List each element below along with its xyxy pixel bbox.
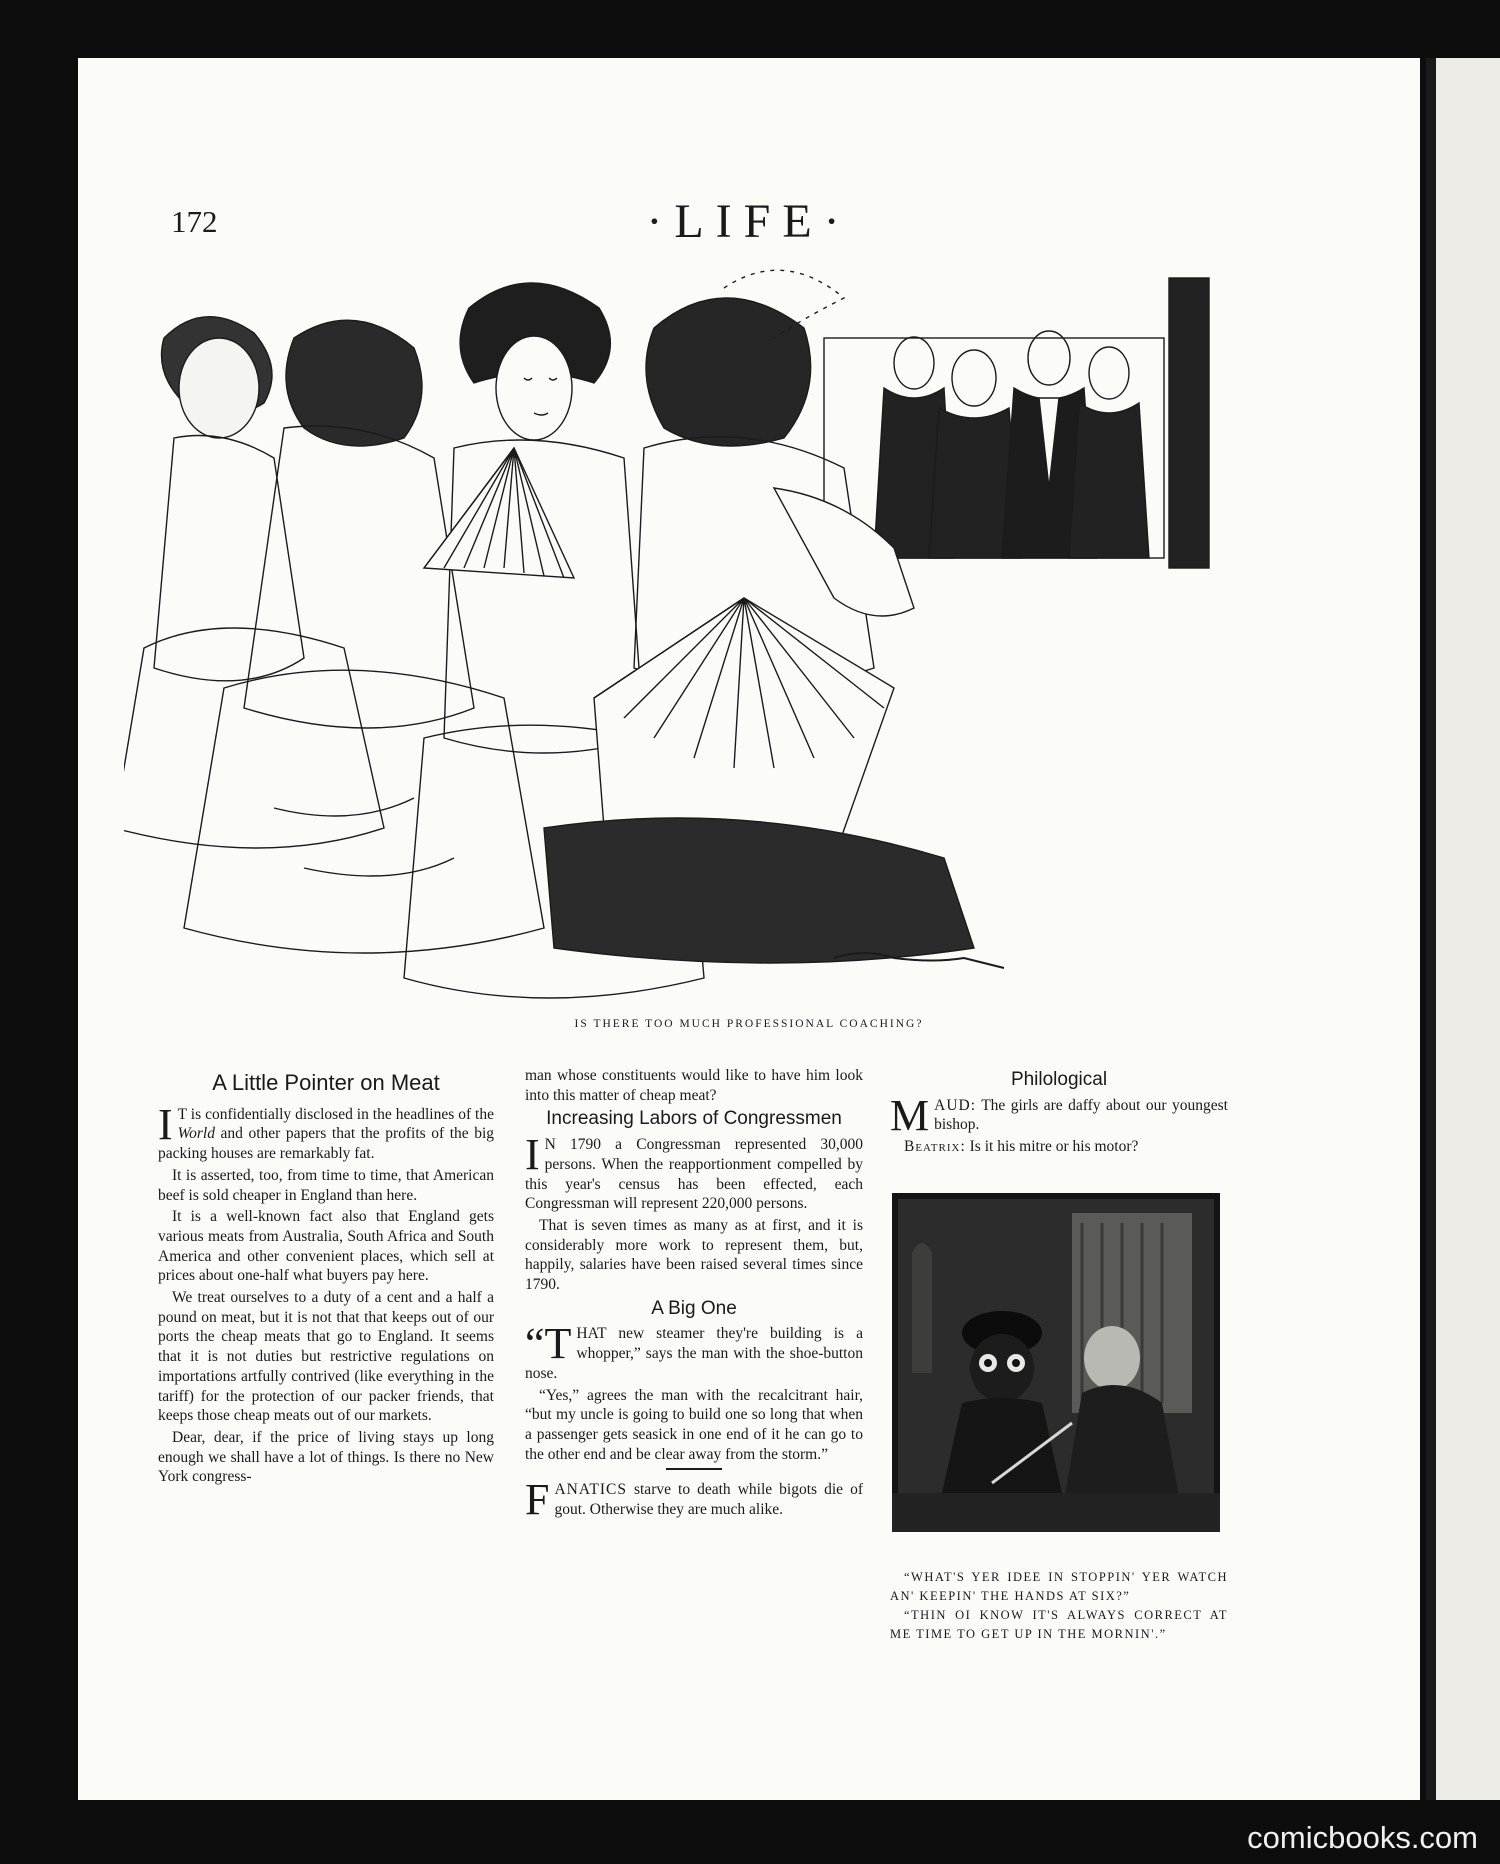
paragraph: FANATICS starve to death while bigots die of gout. Otherwise they are much alike. xyxy=(525,1475,863,1525)
paragraph: I T is confidentially disclosed in the headlines of the World and other papers that the profits of the big packing houses are remarkably fat. xyxy=(158,1099,494,1163)
article-title-meat: A Little Pointer on Meat xyxy=(212,1070,440,1095)
column-1 xyxy=(158,1070,494,1489)
paragraph: We treat ourselves to a duty of a cent and a half a pound on meat, but it is not that that keeps out of our ports the cheap meats that go to England. It seems that it is not duties but restrictive regulations on importations artfully contrived (like everything in the tariff) for the protection of our packer friends, that keeps those cheap meats out of our markets. xyxy=(158,1289,494,1425)
article-title-congressmen: Increasing Labors of Congressmen xyxy=(546,1108,842,1130)
paragraph: I N 1790 a Congressman represented 30,000 persons. When the reapportionment compelled by this year's census has been effected, each Congressman will represent 220,000 persons. xyxy=(525,1130,863,1213)
drop-cap: “T xyxy=(525,1319,572,1369)
article-title-philological: Philological xyxy=(1010,1069,1108,1090)
drop-cap: I xyxy=(525,1130,540,1180)
paragraph: It is asserted, too, from time to time, that American beef is sold cheaper in England than here. xyxy=(158,1166,494,1204)
photo-man-with-dummy xyxy=(892,1193,1220,1532)
drop-cap: M xyxy=(890,1090,930,1140)
illustration-caption: IS THERE TOO MUCH PROFESSIONAL COACHING? xyxy=(574,1018,924,1030)
caption-line: “WHAT'S YER IDEE IN STOPPIN' YER WATCH AN' KEEPIN' THE HANDS AT SIX?” xyxy=(890,1569,1228,1603)
drawing-women-with-fans xyxy=(124,268,1224,1013)
caption-line: “THIN OI KNOW IT'S ALWAYS CORRECT AT ME TIME TO GET UP IN THE MORNIN'.” xyxy=(890,1607,1228,1641)
magazine-page xyxy=(78,58,1420,1800)
drop-cap: F xyxy=(525,1475,550,1525)
paragraph: Dear, dear, if the price of living stays up long enough we shall have a lot of things. Is there no New York congress- xyxy=(158,1428,494,1486)
paragraph: MAUD: The girls are daffy about our youngest bishop. xyxy=(890,1090,1228,1140)
paragraph: man whose constituents would like to have him look into this matter of cheap meat? xyxy=(525,1067,863,1104)
next-page-edge xyxy=(1426,58,1500,1800)
photo-caption xyxy=(890,1568,1228,1644)
divider xyxy=(666,1468,722,1470)
column-3 xyxy=(890,1066,1228,1644)
page-number: 172 xyxy=(171,204,218,239)
drop-cap: I xyxy=(158,1099,173,1149)
masthead: ·LIFE· xyxy=(646,195,852,248)
paragraph: Beatrix: Is it his mitre or his motor? xyxy=(904,1138,1139,1156)
paragraph: That is seven times as many as at first, and it is considerably more work to represent them, but, happily, salaries have been raised several times since 1790. xyxy=(525,1216,863,1294)
paragraph: “THAT new steamer they're building is a whopper,” says the man with the shoe-button nose. xyxy=(525,1319,863,1382)
watermark: comicbooks.com xyxy=(1247,1820,1478,1855)
article-title-big-one: A Big One xyxy=(651,1297,737,1319)
paragraph: It is a well-known fact also that England gets various meats from Australia, South Africa and South America and other convenient places, which sell at prices about one-half what buyers pay here. xyxy=(158,1208,494,1285)
column-2 xyxy=(525,1066,863,1525)
paragraph: “Yes,” agrees the man with the recalcitrant hair, “but my uncle is going to build one so long that when a passenger gets seasick in one end of it he can go to the other end and be clear away from the storm.” xyxy=(525,1386,863,1463)
